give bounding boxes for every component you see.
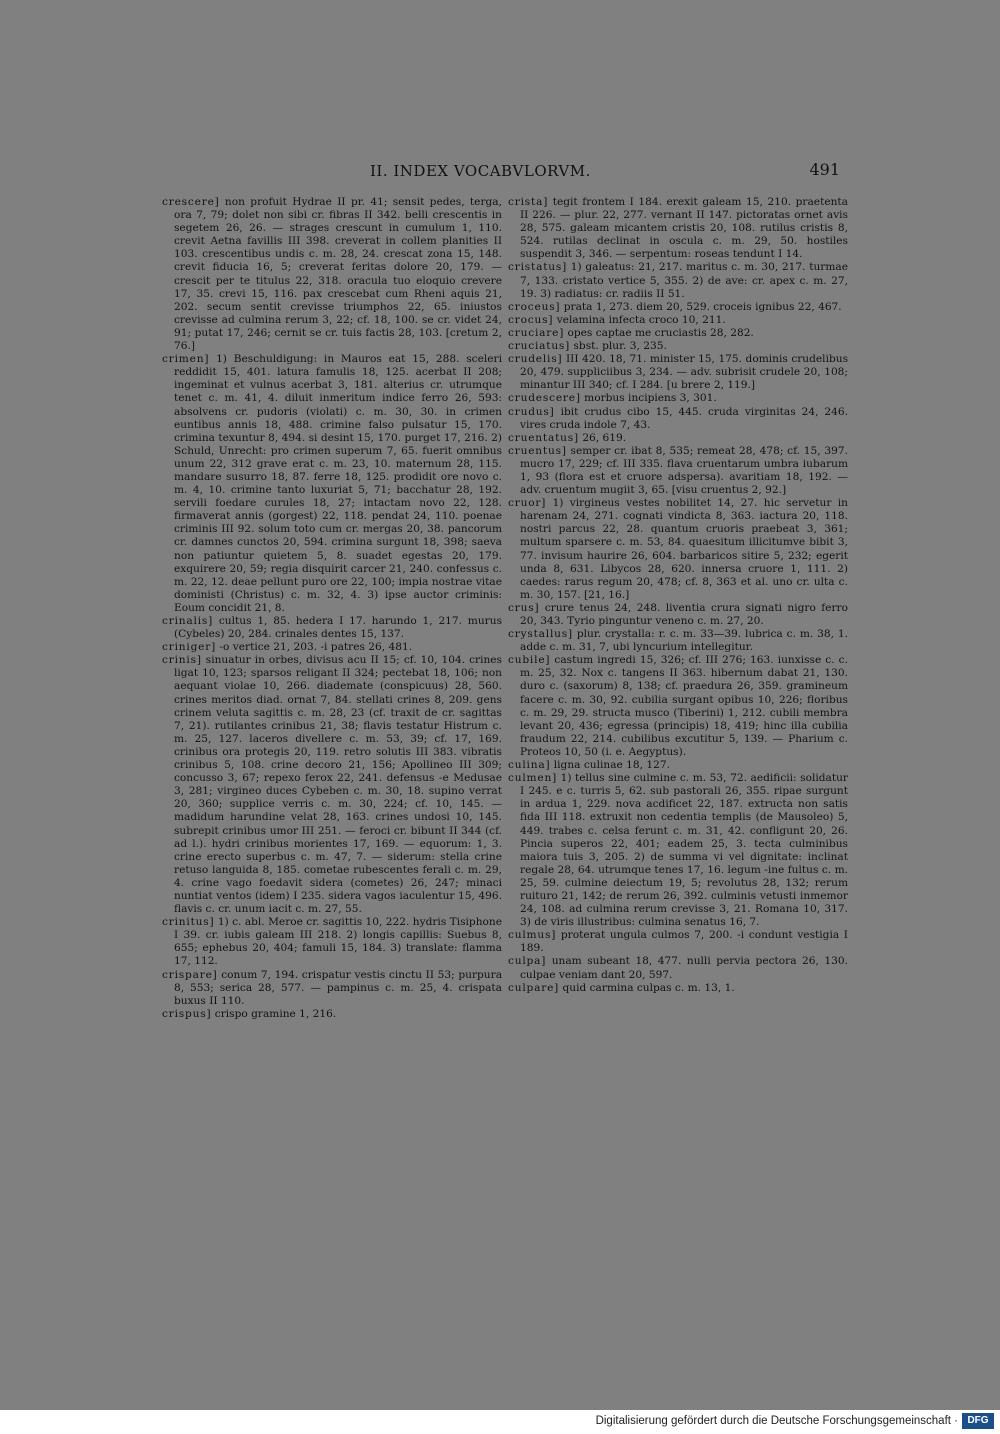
- running-title: II. INDEX VOCABVLORVM.: [370, 162, 591, 180]
- entry-lemma: cruor]: [508, 497, 547, 510]
- entry-lemma: cruentus]: [508, 444, 567, 457]
- entry-body: crure tenus 24, 248. liventia crura signati nigro ferro 20, 343. Tyrio pinguntur veneno c. m. 27, 20.: [520, 601, 848, 627]
- entry-body: semper cr. ibat 8, 535; remeat 28, 478; cf. 15, 397. mucro 17, 229; cf. III 335. flava cruentarum umbra iubarum 1, 93 (flora est et cruore adspersa). avaritiam 18, 192. — adv. cruentum mugiit 3, 65. [visu cruentus 2, 92.]: [520, 444, 848, 497]
- entry-body: -o vertice 21, 203. -i patres 26, 481.: [219, 641, 413, 654]
- index-entry: [508, 196, 848, 261]
- index-entry: [508, 392, 848, 405]
- entry-lemma: criniger]: [162, 641, 217, 654]
- entry-body: non profuit Hydrae II pr. 41; sensit pedes, terga, ora 7, 79; dolet non sibi cr. fibras II 342. belli crescentis in segetem 26, 26. — strages crescunt in cumulum 1, 110. crevit Aetna favillis III 398. creverat in collem planities II 103. crescentibus undis c. m. 28, 24. crescat zona 15, 148. crevit fiducia 16, 5; creverat feritas dolore 20, 179. — crescit per te titulus 22, 318. oracula tuo eloquio crevere 17, 35. crevi 15, 116. pax crescebat cum Rheni aquis 21, 202. secum sentit crevisse triumphos 22, 65. iniustos crevisse ad culmina rerum 3, 22; cf. 18, 100. se cr. videt 24, 91; putat 17, 246; cernit se cr. tuis factis 28, 103. [cretum 2, 76.]: [174, 196, 502, 353]
- index-entry: [162, 641, 502, 654]
- entry-body: opes captae me cruciastis 28, 282.: [567, 326, 754, 339]
- entry-lemma: crudelis]: [508, 353, 563, 366]
- entry-lemma: cruciatus]: [508, 340, 571, 353]
- right-column: [508, 196, 848, 995]
- page-header: [160, 160, 840, 184]
- entry-body: sbst. plur. 3, 235.: [573, 340, 667, 353]
- index-entry: [508, 628, 848, 654]
- index-entry: [508, 955, 848, 981]
- index-entry: [508, 772, 848, 929]
- entry-body: proterat ungula culmos 7, 200. -i condunt vestigia I 189.: [520, 929, 848, 955]
- entry-lemma: crocus]: [508, 313, 554, 326]
- dfg-logo: DFG: [962, 1413, 994, 1429]
- index-entry: [508, 261, 848, 300]
- entry-lemma: crudus]: [508, 405, 555, 418]
- entry-lemma: crudescere]: [508, 392, 581, 405]
- entry-lemma: culpare]: [508, 981, 560, 994]
- entry-body: sinuatur in orbes, divisus acu II 15; cf. 10, 104. crines ligat 10, 123; sparsos religant II 324; pectebat 18, 106; non aequant violae 10, 266. diademate (conspicuus) 28, 560. crines meritos diad. ornat 7, 84. stellati crines 8, 209. gens crinem veluta sagittis c. m. 28, 23 (cf. traxit de cr. sagittas 7, 21). rutilantes crinibus 21, 38; flavis testatur Histrum c. m. 25, 127. laceros divellere c. m. 53, 39; cf. 17, 169. crinibus ora protegis 20, 119. retro solutis III 383. vibratis crinibus 5, 108. crine decoro 21, 156; Apollineo III 309; concusso 3, 67; repexo ferox 22, 241. defensus -e Medusae 3, 281; virgineo duces Cybeben c. m. 30, 18. supino verrat 20, 360; supplice verris c. m. 30, 224; cf. 10, 145. — madidum harundine velat 28, 163. crines undosi 10, 145. subrepit crinibus umor III 251. — feroci cr. bibunt II 344 (cf. ad l.). hydri crinibus morientes 17, 169. — equorum: 1, 3. crine erecto superbus c. m. 47, 7. — siderum: stella crine retuso languida 8, 185. cometae rubescentes ferali c. m. 29, 4. crine vago foedavit sidera (cometes) 26, 247; minaci nuntiat ventos (idem) I 235. sidera vagos iaculentur 15, 496. flavis c. cr. unum iacit c. m. 27, 55.: [174, 654, 502, 916]
- entry-lemma: crispare]: [162, 968, 218, 981]
- entry-lemma: crinitus]: [162, 916, 215, 929]
- entry-lemma: crystallus]: [508, 628, 573, 641]
- entry-body: ibit crudus cibo 15, 445. cruda virginitas 24, 246. vires cruda indole 7, 43.: [520, 405, 848, 431]
- index-entry: [508, 314, 848, 327]
- entry-body: prata 1, 273. diem 20, 529. croceis ignibus 22, 467.: [563, 300, 842, 313]
- entry-body: cultus 1, 85. hedera I 17. harundo 1, 217. murus (Cybeles) 20, 284. crinales dentes 15, 137.: [174, 615, 503, 641]
- index-entry: [162, 654, 502, 916]
- index-entry: [508, 340, 848, 353]
- entry-lemma: crescere]: [162, 196, 220, 208]
- entry-body: plur. crystalla: r. c. m. 33—39. lubrica c. m. 38, 1. adde c. m. 31, 7, ubi lyncurium intellegitur.: [520, 628, 848, 654]
- index-entry: [508, 497, 848, 602]
- entry-body: 1) galeatus: 21, 217. maritus c. m. 30, 217. turmae 7, 133. cristato vertice 5, 355. 2) de ave: cr. apex c. m. 27, 19. 3) radiatus: cr. radiis II 51.: [520, 261, 848, 300]
- entry-lemma: crinis]: [162, 654, 202, 667]
- entry-body: 1) virgineus vestes nobilitet 14, 27. hic servetur in harenam 24, 271. cognati vindicta 8, 363. iactura 20, 118. nostri parcus 22, 28. quantum cruoris praebeat 3, 361; multum sparsere c. m. 53, 84. quaesitum illicitumve bibit 3, 77. invisum haurire 26, 604. barbaricos sitire 5, 232; egerit unda 8, 631. Libycos 28, 620. innersa cruore 1, 111. 2) caedes: rarus regum 20, 478; cf. 8, 363 et al. uno cr. ulta c. m. 30, 157. [21, 16.]: [520, 497, 848, 601]
- index-entry: [508, 353, 848, 392]
- entry-body: conum 7, 194. crispatur vestis cinctu II 53; purpura 8, 553; serica 28, 577. — pampinus c. m. 25, 4. crispata buxus II 110.: [174, 968, 503, 1007]
- entry-lemma: culmus]: [508, 929, 557, 942]
- index-entry: [162, 1008, 502, 1021]
- entry-body: 1) Beschuldigung: in Mauros eat 15, 288. sceleri reddidit 15, 401. latura famulis 18, 125. acerbat II 208; ingeminat et vulnus acerbat 3, 181. alterius cr. utrumque tenet c. m. 41, 4. diluit inmeritum indice ferro 26, 593: absolvens cr. pudoris (violati) c. m. 30, 30. in crimen euntibus annis 18, 488. crimine falso pulsatur 15, 170. crimina texuntur 8, 494. si desint 15, 170. purget 17, 216. 2) Schuld, Unrecht: pro crimen superum 7, 65. fuerit omnibus unum 22, 312 grave erat c. m. 23, 10. maternum 28, 115. mandare susurro 18, 87. ferre 18, 125. prodidit ore novo c. m. 4, 10. crimine tanto luxuriat 5, 71; bacchatur 28, 192. servili foedare curules 18, 27; intactam novo 22, 128. firmaverat annis (gorgest) 22, 118. pendat 24, 110. poenae criminis III 92. solum toto cum cr. mergas 20, 38. pancorum cr. damnes cunctos 20, 594. crimina surgunt 18, 398; saeva non patiuntur quietem 5, 8. suadet egestas 20, 179. exquirere 20, 59; regia disquirit carcer 21, 240. confessus c. m. 22, 12. deae pellunt puro ore 22, 100; impia nostrae vitae doministi (Christus) c. m. 32, 4. 3) ipse auctor criminis: Eoum concidit 21, 8.: [174, 353, 502, 614]
- index-entry: [162, 615, 502, 641]
- index-entry: [162, 196, 502, 353]
- entry-body: 1) c. abl. Meroe cr. sagittis 10, 222. hydris Tisiphone I 39. cr. iubis galeam III 218. 2) longis capillis: Suebus 8, 655; ephebus 20, 404; famuli 15, 184. 3) translate: flamma 17, 112.: [174, 916, 503, 968]
- footer-bar: [0, 1410, 1000, 1434]
- page-number: 491: [809, 160, 840, 179]
- entry-lemma: culina]: [508, 759, 551, 772]
- index-entry: [508, 759, 848, 772]
- entry-body: III 420. 18, 71. minister 15, 175. dominis crudelibus 20, 479. suppliciibus 3, 234. — adv. subrisit crudele 20, 108; minantur III 340; cf. I 284. [u brere 2, 119.]: [520, 353, 849, 392]
- index-entry: [162, 916, 502, 968]
- entry-body: quid carmina culpas c. m. 13, 1.: [562, 981, 735, 994]
- entry-lemma: crus]: [508, 601, 540, 614]
- entry-body: morbus incipiens 3, 301.: [584, 392, 717, 405]
- entry-body: castum ingredi 15, 326; cf. III 276; 163. iunxisse c. c. m. 25, 32. Nox c. tangens II 363. hibernum dabat 21, 130. duro c. (saxorum) 8, 138; cf. praedura 26, 359. gramineum facere c. m. 30, 92. cubilia surgant opibus 10, 226; floribus c. m. 29, 29. structa musco (Tiberini) 1, 212. cubili membra levant 20, 436; egressa (principis) 18, 419; hinc illa cubilia fraudum 22, 214. cubilibus excutitur 5, 139. — Pharium c. Proteos 10, 50 (i. e. Aegyptus).: [520, 654, 848, 758]
- entry-body: ligna culinae 18, 127.: [553, 759, 670, 772]
- left-column: [162, 196, 502, 1021]
- index-entry: [508, 406, 848, 432]
- index-entry: [508, 432, 848, 445]
- entry-lemma: croceus]: [508, 300, 561, 313]
- index-entry: [508, 327, 848, 340]
- index-entry: [508, 929, 848, 955]
- entry-lemma: cubile]: [508, 654, 551, 667]
- entry-body: velamina infecta croco 10, 211.: [556, 313, 726, 326]
- index-entry: [508, 301, 848, 314]
- index-entry: [508, 602, 848, 628]
- index-entry: [508, 445, 848, 497]
- funding-notice: Digitalisierung gefördert durch die Deutsche Forschungsgemeinschaft ·: [595, 1415, 958, 1427]
- entry-lemma: crispus]: [162, 1007, 212, 1020]
- index-entry: [162, 969, 502, 1008]
- index-entry: [508, 982, 848, 995]
- entry-lemma: culpa]: [508, 955, 547, 968]
- entry-body: crispo gramine 1, 216.: [214, 1007, 337, 1020]
- entry-lemma: cruciare]: [508, 326, 565, 339]
- entry-lemma: culmen]: [508, 772, 558, 785]
- index-entry: [508, 654, 848, 759]
- entry-lemma: crinalis]: [162, 615, 214, 627]
- entry-body: tegit frontem I 184. erexit galeam 15, 210. praetenta II 226. — plur. 22, 277. vernant II 147. pictoratas ornet avis 28, 575. galeam micantem cristis 20, 108. rutilus cristis 8, 524. rutilas declinat in oscula c. m. 29, 50. hostiles suspendit 3, 346. — serpentum: roseas tendunt I 14.: [520, 196, 848, 261]
- entry-lemma: crimen]: [162, 353, 210, 366]
- entry-lemma: cruentatus]: [508, 431, 579, 444]
- entry-body: unam subeant 18, 477. nulli pervia pectora 26, 130. culpae veniam dant 20, 597.: [520, 955, 848, 981]
- index-entry: [162, 353, 502, 615]
- entry-lemma: crista]: [508, 196, 549, 208]
- entry-body: 26, 619.: [582, 431, 627, 444]
- entry-lemma: cristatus]: [508, 261, 568, 274]
- entry-body: 1) tellus sine culmine c. m. 53, 72. aedificii: solidatur I 245. e c. turris 5, 62. sub pastorali 26, 355. ripae surgunt in ardua 1, 229. nova acdificet 22, 187. extructa non satis fida III 118. extruxit non cedentia templis (de Mausoleo) 5, 449. trabes c. celsa ferunt c. m. 31, 42. confligunt 20, 26. Pincia superos 22, 401; eadem 25, 3. tecta culminibus maiora tuis 3, 205. 2) de summa vi vel dignitate: inclinat regale 28, 64. utrumque tenes 17, 16. legum -ine fultus c. m. 25, 59. culmine deiectum 19, 5; revolutus 28, 132; rerum ruituro 21, 142; de rerum 26, 392. culminis vetusti inmemor 24, 108. ad culmina rerum crevisse 3, 21. Romana 10, 317. 3) de viris illustribus: culmina senatus 16, 7.: [520, 772, 848, 929]
